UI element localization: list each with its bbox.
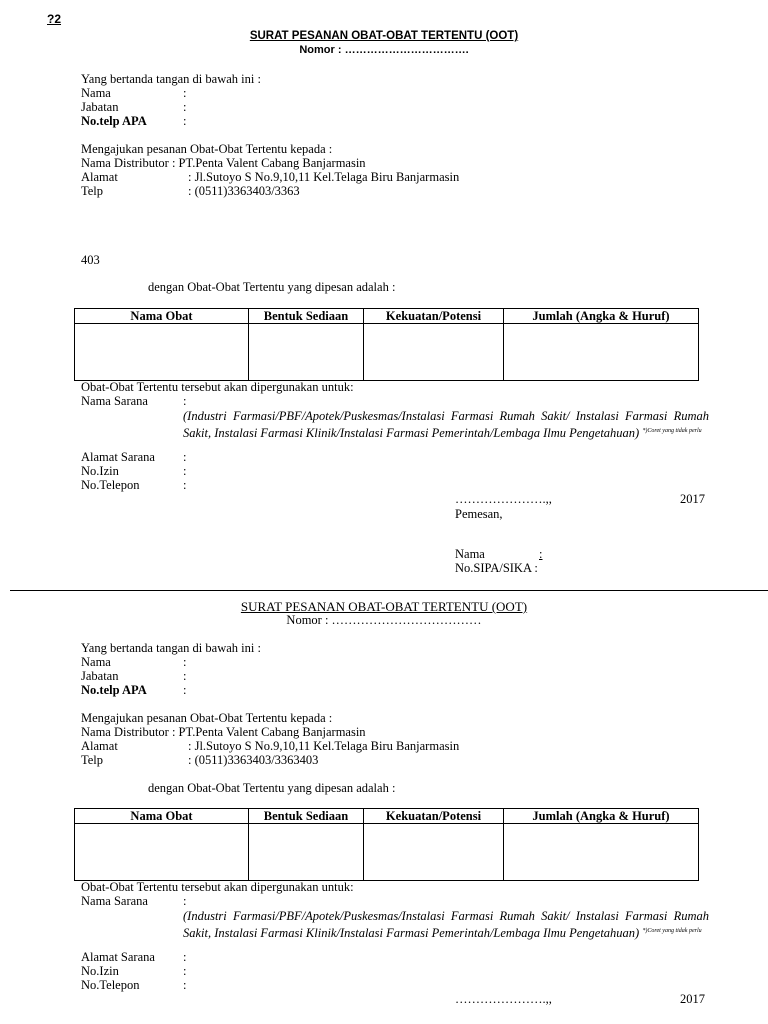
- form2-table-header-row: [75, 809, 699, 824]
- form2-purpose-note: *)Coret yang tidak perlu: [642, 928, 702, 934]
- form1-distributor: Nama Distributor : PT.Penta Valent Cabang Banjarmasin: [81, 156, 366, 170]
- form1-no-telepon-label: No.Telepon: [81, 478, 140, 492]
- form1-nomor: Nomor : …………………………….: [299, 44, 469, 56]
- form2-no-telepon-label: No.Telepon: [81, 978, 140, 992]
- form2-year: 2017: [680, 992, 705, 1006]
- form2-no-izin-label: No.Izin: [81, 964, 119, 978]
- form1-year: 2017: [680, 492, 705, 506]
- form2-table-row: [75, 824, 699, 881]
- form1-sign-nama-colon: :: [539, 547, 543, 561]
- form1-cell-nama-obat[interactable]: [75, 324, 249, 381]
- form2-cell-jumlah[interactable]: [504, 824, 699, 881]
- form2-cell-nama-obat[interactable]: [75, 824, 249, 881]
- form1-no-izin-colon: :: [183, 464, 187, 478]
- form2-col-nama-obat: Nama Obat: [75, 809, 249, 824]
- form1-telp-apa-label: No.telp APA: [81, 114, 147, 128]
- form2-date-line: ………………….,,: [455, 992, 552, 1006]
- form1-date-line: ………………….,,: [455, 492, 552, 506]
- form2-cell-kekuatan[interactable]: [364, 824, 504, 881]
- form2-order-intro: dengan Obat-Obat Tertentu yang dipesan adalah :: [148, 781, 396, 795]
- form2-alamat-sarana-colon: :: [183, 950, 187, 964]
- form1-col-kekuatan: Kekuatan/Potensi: [364, 309, 504, 324]
- form2-title: SURAT PESANAN OBAT-OBAT TERTENTU (OOT): [240, 599, 528, 614]
- form1-sign-nama-label: Nama: [455, 547, 485, 561]
- form1-jabatan-label: Jabatan: [81, 100, 119, 114]
- form2-jabatan-label: Jabatan: [81, 669, 119, 683]
- form1-usage: Obat-Obat Tertentu tersebut akan dipergunakan untuk:: [81, 380, 354, 394]
- form2-order-table: [74, 808, 699, 881]
- form1-col-bentuk-sediaan: Bentuk Sediaan: [249, 309, 364, 324]
- form1-telp-apa-colon: :: [183, 114, 187, 128]
- form2-purpose-text: (Industri Farmasi/PBF/Apotek/Puskesmas/Instalasi Farmasi Rumah Sakit/ Instalasi Farmasi Rumah Sakit, Instalasi Farmasi Klinik/Instalasi Farmasi Pemerintah/Lembaga Ilmu Pengetahuan): [183, 909, 709, 940]
- form1-nama-label: Nama: [81, 86, 111, 100]
- form1-sign-sipa: No.SIPA/SIKA :: [455, 561, 538, 575]
- form2-col-bentuk-sediaan: Bentuk Sediaan: [249, 809, 364, 824]
- form1-nama-sarana-colon: :: [183, 394, 187, 408]
- form1-order-intro: dengan Obat-Obat Tertentu yang dipesan adalah :: [148, 280, 396, 294]
- form1-cell-jumlah[interactable]: [504, 324, 699, 381]
- form1-alamat-sarana-label: Alamat Sarana: [81, 450, 155, 464]
- form1-table-row: [75, 324, 699, 381]
- form1-col-jumlah: Jumlah (Angka & Huruf): [504, 309, 699, 324]
- form2-alamat-label: Alamat: [81, 739, 118, 753]
- form2-nomor: Nomor : ………………………………: [286, 613, 482, 627]
- form1-title: SURAT PESANAN OBAT-OBAT TERTENTU (OOT): [249, 30, 519, 42]
- form1-jabatan-colon: :: [183, 100, 187, 114]
- form2-request: Mengajukan pesanan Obat-Obat Tertentu kepada :: [81, 711, 333, 725]
- form1-nama-colon: :: [183, 86, 187, 100]
- form2-nama-sarana-label: Nama Sarana: [81, 894, 148, 908]
- form1-table-header-row: [75, 309, 699, 324]
- form2-distributor: Nama Distributor : PT.Penta Valent Cabang Banjarmasin: [81, 725, 366, 739]
- form2-telp-apa-label: No.telp APA: [81, 683, 147, 697]
- form2-no-telepon-colon: :: [183, 978, 187, 992]
- form1-no-telepon-colon: :: [183, 478, 187, 492]
- form1-intro: Yang bertanda tangan di bawah ini :: [81, 72, 261, 86]
- form2-telp-apa-colon: :: [183, 683, 187, 697]
- form1-telp-value: : (0511)3363403/3363: [188, 184, 300, 198]
- form1-request: Mengajukan pesanan Obat-Obat Tertentu kepada :: [81, 142, 333, 156]
- form2-nama-colon: :: [183, 655, 187, 669]
- form-separator: [10, 590, 768, 591]
- form1-pemesan: Pemesan,: [455, 507, 503, 521]
- form2-purpose: [183, 909, 709, 941]
- form1-stray-text: 403: [81, 253, 100, 267]
- form1-order-table: [74, 308, 699, 381]
- form2-col-jumlah: Jumlah (Angka & Huruf): [504, 809, 699, 824]
- form2-no-izin-colon: :: [183, 964, 187, 978]
- form2-col-kekuatan: Kekuatan/Potensi: [364, 809, 504, 824]
- form2-alamat-sarana-label: Alamat Sarana: [81, 950, 155, 964]
- form1-no-izin-label: No.Izin: [81, 464, 119, 478]
- form2-telp-label: Telp: [81, 753, 104, 767]
- form2-telp-value: : (0511)3363403/3363403: [188, 753, 319, 767]
- form1-alamat-sarana-colon: :: [183, 450, 187, 464]
- form1-alamat-value: : Jl.Sutoyo S No.9,10,11 Kel.Telaga Biru Banjarmasin: [188, 170, 460, 184]
- form2-nama-sarana-colon: :: [183, 894, 187, 908]
- form2-usage: Obat-Obat Tertentu tersebut akan dipergunakan untuk:: [81, 880, 354, 894]
- form2-intro: Yang bertanda tangan di bawah ini :: [81, 641, 261, 655]
- form1-telp-label: Telp: [81, 184, 104, 198]
- form2-alamat-value: : Jl.Sutoyo S No.9,10,11 Kel.Telaga Biru Banjarmasin: [188, 739, 460, 753]
- form1-cell-bentuk-sediaan[interactable]: [249, 324, 364, 381]
- form1-nama-sarana-label: Nama Sarana: [81, 394, 148, 408]
- form2-nama-label: Nama: [81, 655, 111, 669]
- form2-jabatan-colon: :: [183, 669, 187, 683]
- form1-purpose-text: (Industri Farmasi/PBF/Apotek/Puskesmas/Instalasi Farmasi Rumah Sakit/ Instalasi Farmasi Rumah Sakit, Instalasi Farmasi Klinik/Instalasi Farmasi Pemerintah/Lembaga Ilmu Pengetahuan): [183, 409, 709, 440]
- form1-purpose: [183, 409, 709, 441]
- form1-alamat-label: Alamat: [81, 170, 118, 184]
- form2-cell-bentuk-sediaan[interactable]: [249, 824, 364, 881]
- page-number: ?2: [47, 12, 62, 26]
- form1-col-nama-obat: Nama Obat: [75, 309, 249, 324]
- form1-cell-kekuatan[interactable]: [364, 324, 504, 381]
- form1-purpose-note: *)Coret yang tidak perlu: [642, 428, 702, 434]
